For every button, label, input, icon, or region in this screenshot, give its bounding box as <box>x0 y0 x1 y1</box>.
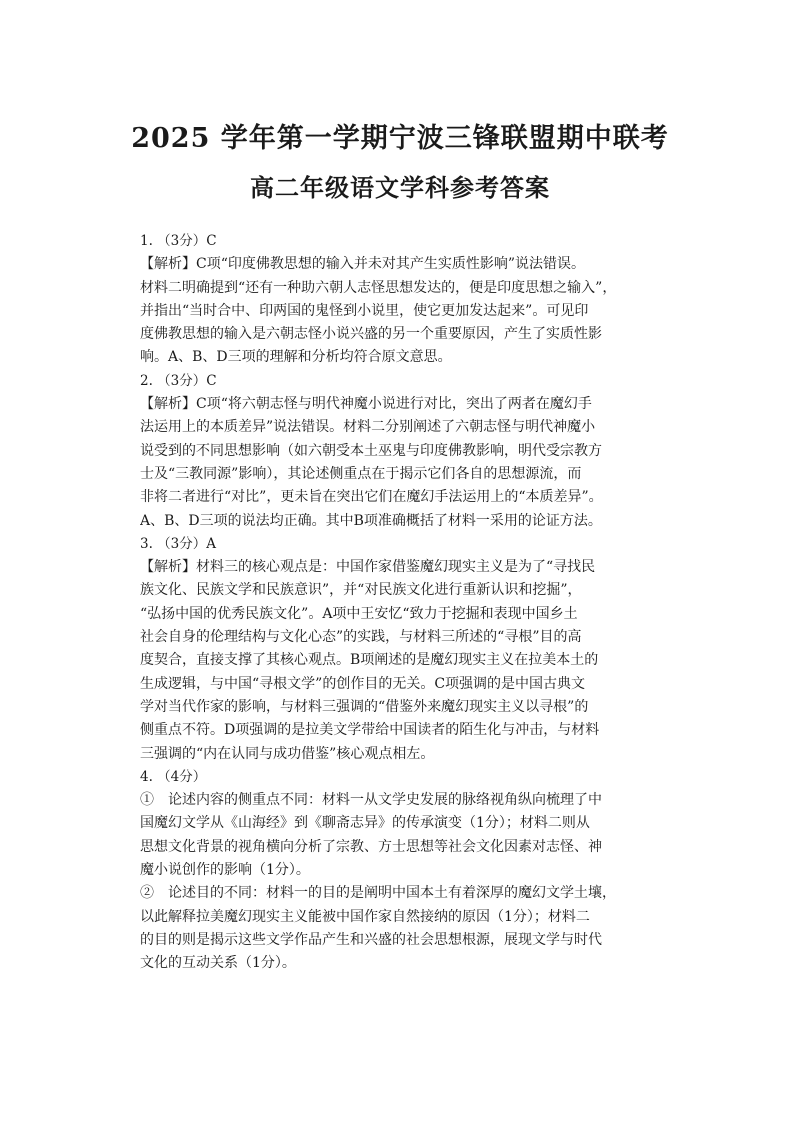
answer-text-line: 【解析】材料三的核心观点是：中国作家借鉴魔幻现实主义是为了“寻找民 <box>140 559 596 576</box>
answer-text-line: 的目的则是揭示这些文学作品产生和兴盛的社会思想根源，展现文学与时代 <box>140 931 602 948</box>
question-number-line: 1. （3分）C <box>140 233 217 249</box>
answer-text-line: 社会自身的伦理结构与文化心态”的实践，与材料三所述的“寻根”目的高 <box>140 629 582 646</box>
answer-text-line: 士及“三教同源”影响），其论述侧重点在于揭示它们各自的思想源流，而 <box>140 465 582 482</box>
answer-text-line: ② 论述目的不同：材料一的目的是阐明中国本土有着深厚的魔幻文学土壤， <box>140 885 616 902</box>
page-subtitle: 高二年级语文学科参考答案 <box>250 173 550 202</box>
answer-text-line: 【解析】C项“将六朝志怪与明代神魔小说进行对比，突出了两者在魔幻手 <box>140 396 592 413</box>
answer-text-line: 三强调的“内在认同与成功借鉴”核心观点相左。 <box>140 745 435 762</box>
answer-text-line: 以此解释拉美魔幻现实主义能被中国作家自然接纳的原因（1分）；材料二 <box>140 908 590 925</box>
question-number-line: 2. （3分）C <box>140 372 217 389</box>
answer-text-line: 度佛教思想的输入是六朝志怪小说兴盛的另一个重要原因，产生了实质性影 <box>140 326 602 343</box>
answer-text-line: 材料二明确提到“还有一种助六朝人志怪思想发达的，便是印度思想之输入”， <box>140 279 617 296</box>
answer-text-line: 文化的互动关系（1分）。 <box>140 955 296 972</box>
answer-text-line: 并指出“当时合中、印两国的鬼怪到小说里，使它更加发达起来”。可见印 <box>140 302 589 319</box>
answer-text-line: 响。A、B、D三项的理解和分析均符合原文意思。 <box>140 349 452 366</box>
answer-text-line: “弘扬中国的优秀民族文化”。A项中王安忆“致力于挖掘和表现中国乡土 <box>140 605 578 622</box>
answer-text-line: 说受到的不同思想影响（如六朝受本土巫鬼与印度佛教影响，明代受宗教方 <box>140 442 602 459</box>
answer-text-line: 族文化、民族文学和民族意识”，并“对民族文化进行重新认识和挖掘”， <box>140 582 582 599</box>
question-number-line: 4. （4分） <box>140 768 207 785</box>
answer-content <box>140 230 664 976</box>
page-title: 2025 学年第一学期宁波三锋联盟期中联考 <box>131 123 669 154</box>
answer-text-line: 学对当代作家的影响，与材料三强调的“借鉴外来魔幻现实主义以寻根”的 <box>140 698 589 715</box>
answer-text-line: 生成逻辑，与中国“寻根文学”的创作目的无关。C项强调的是中国古典文 <box>140 675 586 692</box>
question-number-line: 3. （3分）A <box>140 535 217 552</box>
answer-text-line: 魔小说创作的影响（1分）。 <box>140 862 310 879</box>
answer-text-line: A、B、D三项的说法均正确。其中B项准确概括了材料一采用的论证方法。 <box>140 512 602 529</box>
answer-text-line: 侧重点不符。D项强调的是拉美文学带给中国读者的陌生化与冲击，与材料 <box>140 722 600 739</box>
answer-text-line: ① 论述内容的侧重点不同：材料一从文学史发展的脉络视角纵向梳理了中 <box>140 792 602 809</box>
answer-text-line: 国魔幻文学从《山海经》到《聊斋志异》的传承演变（1分）；材料二则从 <box>140 815 590 832</box>
answer-text-line: 度契合，直接支撑了其核心观点。B项阐述的是魔幻现实主义在拉美本土的 <box>140 652 599 669</box>
answer-text-line: 【解析】C项“印度佛教思想的输入并未对其产生实质性影响”说法错误。 <box>140 256 586 273</box>
answer-text-line: 思想文化背景的视角横向分析了宗教、方士思想等社会文化因素对志怪、神 <box>140 838 602 855</box>
answer-text-line: 法运用上的本质差异”说法错误。材料二分别阐述了六朝志怪与明代神魔小 <box>140 419 596 436</box>
answer-text-line: 非将二者进行“对比”，更未旨在突出它们在魔幻手法运用上的“本质差异”。 <box>140 489 603 506</box>
